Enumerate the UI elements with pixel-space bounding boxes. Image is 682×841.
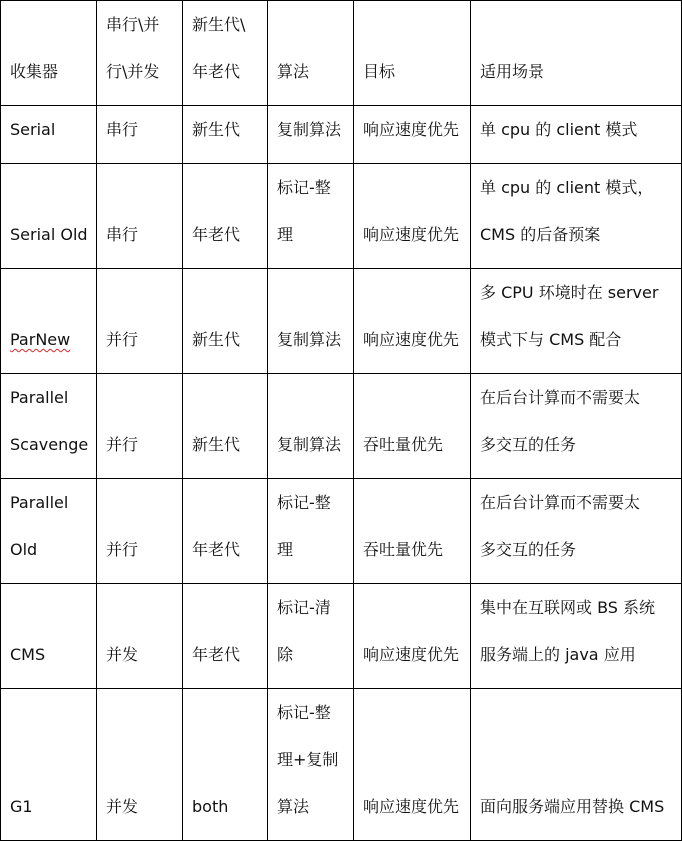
goal-cell xyxy=(354,269,471,374)
mode-value: 并发 xyxy=(106,645,139,664)
algorithm-value: 复制算法 xyxy=(277,435,342,454)
header-row xyxy=(1,1,682,106)
goal-value: 吞吐量优先 xyxy=(363,435,444,454)
header-goal-line: 目标 xyxy=(363,62,396,81)
generation-value: 年老代 xyxy=(192,645,241,664)
header-scenario xyxy=(471,1,682,106)
collector-cell xyxy=(1,106,97,164)
table-row xyxy=(1,106,682,164)
scenario-line: 单 cpu 的 client 模式， xyxy=(480,178,654,197)
goal-cell xyxy=(354,374,471,479)
collector-name: ParNew xyxy=(10,330,71,349)
table-row xyxy=(1,164,682,269)
collector-name: G1 xyxy=(10,797,33,816)
goal-value: 响应速度优先 xyxy=(363,330,460,349)
header-goal xyxy=(354,1,471,106)
scenario-line: 服务端上的 java 应用 xyxy=(480,645,636,664)
generation-cell xyxy=(183,374,268,479)
algorithm-cell xyxy=(268,164,354,269)
scenario-line: 在后台计算而不需要太 xyxy=(480,493,641,512)
goal-value: 响应速度优先 xyxy=(363,797,460,816)
collector-name: CMS xyxy=(10,645,46,664)
goal-value: 响应速度优先 xyxy=(363,645,460,664)
mode-value: 串行 xyxy=(106,120,139,139)
table-row xyxy=(1,479,682,584)
goal-cell xyxy=(354,106,471,164)
collector-cell xyxy=(1,164,97,269)
table-row xyxy=(1,689,682,841)
collector-cell xyxy=(1,689,97,841)
scenario-cell xyxy=(471,584,682,689)
generation-value: 新生代 xyxy=(192,435,241,454)
header-mode-line: 串行\并 xyxy=(106,15,160,34)
header-collector-line: 收集器 xyxy=(10,62,59,81)
goal-value: 吞吐量优先 xyxy=(363,540,444,559)
table-row xyxy=(1,269,682,374)
algorithm-value: 复制算法 xyxy=(277,330,342,349)
header-generation xyxy=(183,1,268,106)
header-algorithm-line: 算法 xyxy=(277,62,310,81)
goal-value: 响应速度优先 xyxy=(363,225,460,244)
collector-cell xyxy=(1,374,97,479)
scenario-line: 单 cpu 的 client 模式 xyxy=(480,120,638,139)
algorithm-cell xyxy=(268,479,354,584)
header-algorithm xyxy=(268,1,354,106)
algorithm-line: 算法 xyxy=(277,797,310,816)
generation-cell xyxy=(183,106,268,164)
mode-value: 并行 xyxy=(106,330,139,349)
scenario-cell xyxy=(471,479,682,584)
header-mode-line: 行\并发 xyxy=(106,62,160,81)
mode-cell xyxy=(97,269,183,374)
scenario-line: 在后台计算而不需要太 xyxy=(480,388,641,407)
algorithm-cell xyxy=(268,689,354,841)
generation-value: both xyxy=(192,797,229,816)
goal-value: 响应速度优先 xyxy=(363,120,460,139)
algorithm-line: 理+复制 xyxy=(277,750,339,769)
scenario-line: CMS 的后备预案 xyxy=(480,225,601,244)
generation-value: 年老代 xyxy=(192,540,241,559)
algorithm-cell xyxy=(268,374,354,479)
goal-cell xyxy=(354,689,471,841)
mode-cell xyxy=(97,479,183,584)
collector-cell xyxy=(1,269,97,374)
algorithm-line: 理 xyxy=(277,540,294,559)
collector-name-line: Scavenge xyxy=(10,435,89,454)
scenario-line: 多交互的任务 xyxy=(480,540,577,559)
generation-value: 新生代 xyxy=(192,330,241,349)
header-generation-line: 年老代 xyxy=(192,62,241,81)
collector-name: Serial Old xyxy=(10,225,88,244)
goal-cell xyxy=(354,479,471,584)
collector-name-line: Old xyxy=(10,540,38,559)
table-row xyxy=(1,374,682,479)
algorithm-cell xyxy=(268,269,354,374)
mode-value: 并行 xyxy=(106,540,139,559)
algorithm-value: 复制算法 xyxy=(277,120,342,139)
scenario-cell xyxy=(471,164,682,269)
algorithm-line: 标记-整 xyxy=(277,178,331,197)
mode-value: 串行 xyxy=(106,225,139,244)
generation-value: 年老代 xyxy=(192,225,241,244)
collector-cell xyxy=(1,584,97,689)
header-collector xyxy=(1,1,97,106)
scenario-line: 面向服务端应用替换 CMS xyxy=(480,797,665,816)
mode-cell xyxy=(97,164,183,269)
mode-value: 并行 xyxy=(106,435,139,454)
mode-cell xyxy=(97,374,183,479)
algorithm-line: 除 xyxy=(277,645,294,664)
algorithm-line: 标记-清 xyxy=(277,598,331,617)
algorithm-line: 标记-整 xyxy=(277,493,331,512)
header-generation-line: 新生代\ xyxy=(192,15,246,34)
generation-cell xyxy=(183,584,268,689)
scenario-line: 集中在互联网或 BS 系统 xyxy=(480,598,656,617)
generation-value: 新生代 xyxy=(192,120,241,139)
scenario-line: 模式下与 CMS 配合 xyxy=(480,330,622,349)
collector-name: Serial xyxy=(10,120,56,139)
collector-name-line: Parallel xyxy=(10,493,69,512)
algorithm-cell xyxy=(268,584,354,689)
header-mode xyxy=(97,1,183,106)
collector-name-line: Parallel xyxy=(10,388,69,407)
generation-cell xyxy=(183,269,268,374)
mode-cell xyxy=(97,689,183,841)
scenario-line: 多 CPU 环境时在 server xyxy=(480,283,659,302)
goal-cell xyxy=(354,584,471,689)
scenario-cell xyxy=(471,106,682,164)
mode-cell xyxy=(97,106,183,164)
scenario-cell xyxy=(471,689,682,841)
generation-cell xyxy=(183,164,268,269)
algorithm-line: 标记-整 xyxy=(277,703,331,722)
scenario-cell xyxy=(471,374,682,479)
generation-cell xyxy=(183,689,268,841)
scenario-line: 多交互的任务 xyxy=(480,435,577,454)
algorithm-line: 理 xyxy=(277,225,294,244)
scenario-cell xyxy=(471,269,682,374)
mode-value: 并发 xyxy=(106,797,139,816)
goal-cell xyxy=(354,164,471,269)
generation-cell xyxy=(183,479,268,584)
table-row xyxy=(1,584,682,689)
algorithm-cell xyxy=(268,106,354,164)
header-scenario-line: 适用场景 xyxy=(480,62,545,81)
collector-cell xyxy=(1,479,97,584)
mode-cell xyxy=(97,584,183,689)
